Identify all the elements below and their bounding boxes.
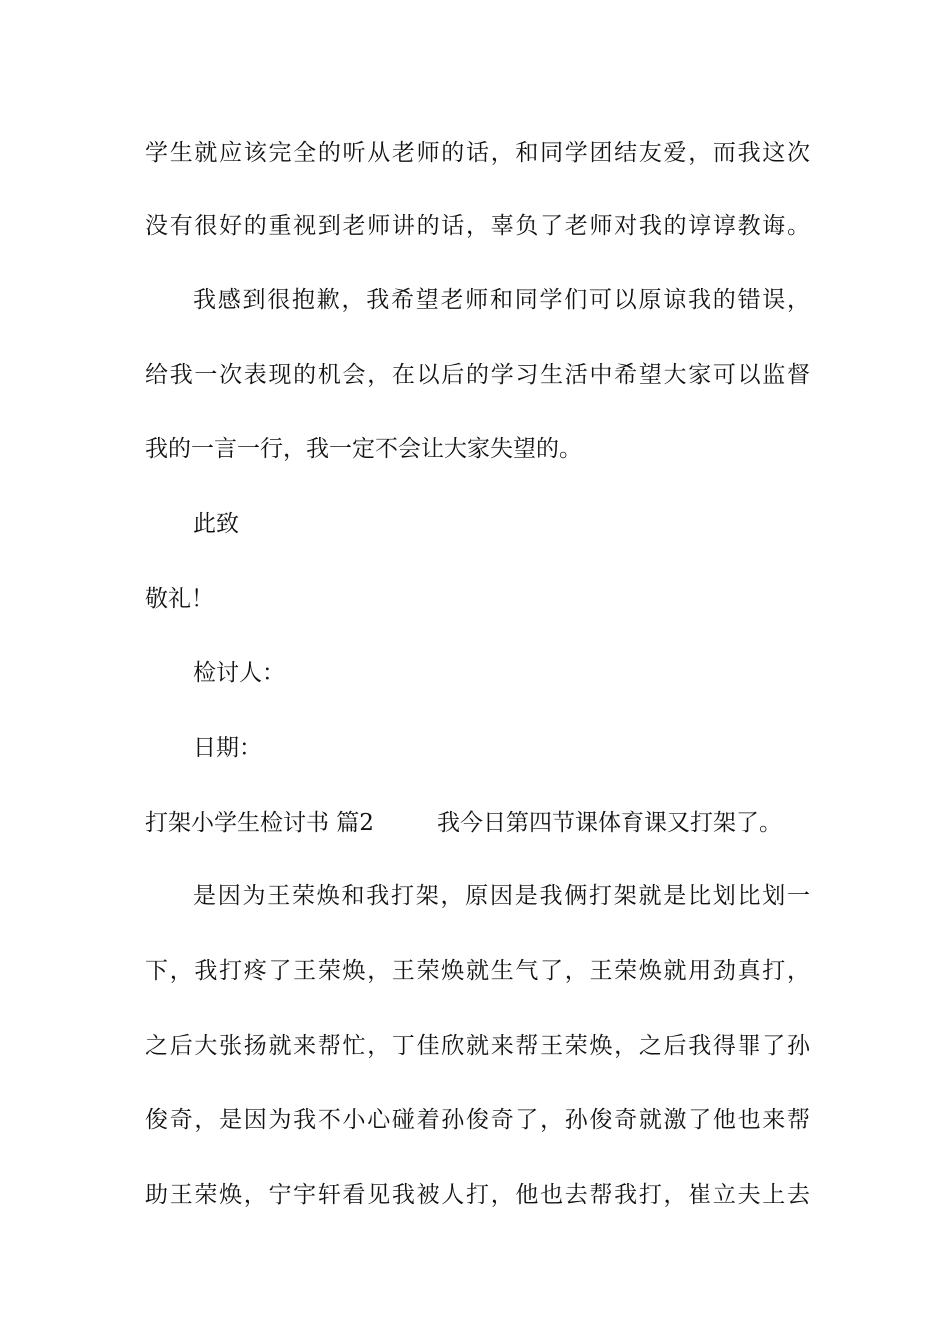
body-line: 是因为王荣焕和我打架，原因是我俩打架就是比划比划一 bbox=[193, 883, 810, 909]
section-heading-row bbox=[145, 808, 810, 838]
text-line: 学生就应该完全的听从老师的话，和同学团结友爱，而我这次 bbox=[145, 140, 810, 166]
text-line: 我感到很抱歉，我希望老师和同学们可以原谅我的错误， bbox=[193, 287, 810, 313]
text-line: 我的一言一行，我一定不会让大家失望的。 bbox=[145, 436, 582, 462]
section-first-sentence: 我今日第四节课体育课又打架了。 bbox=[437, 810, 782, 836]
date-label: 日期： bbox=[193, 735, 262, 761]
section-title: 打架小学生检讨书 篇2 bbox=[145, 810, 374, 836]
signature-label: 检讨人： bbox=[193, 660, 285, 686]
body-line: 之后大张扬就来帮忙，丁佳欣就来帮王荣焕，之后我得罪了孙 bbox=[145, 1033, 810, 1059]
closing-salutation: 此致 bbox=[193, 511, 239, 537]
closing-regards: 敬礼！ bbox=[145, 586, 214, 612]
body-line: 下，我打疼了王荣焕，王荣焕就生气了，王荣焕就用劲真打， bbox=[145, 958, 810, 984]
text-line: 给我一次表现的机会，在以后的学习生活中希望大家可以监督 bbox=[145, 362, 810, 388]
text-line: 没有很好的重视到老师讲的话，辜负了老师对我的谆谆教诲。 bbox=[145, 213, 810, 239]
body-line: 俊奇，是因为我不小心碰着孙俊奇了，孙俊奇就激了他也来帮 bbox=[145, 1107, 810, 1133]
body-line: 助王荣焕，宁宇轩看见我被人打，他也去帮我打，崔立夫上去 bbox=[145, 1182, 810, 1208]
